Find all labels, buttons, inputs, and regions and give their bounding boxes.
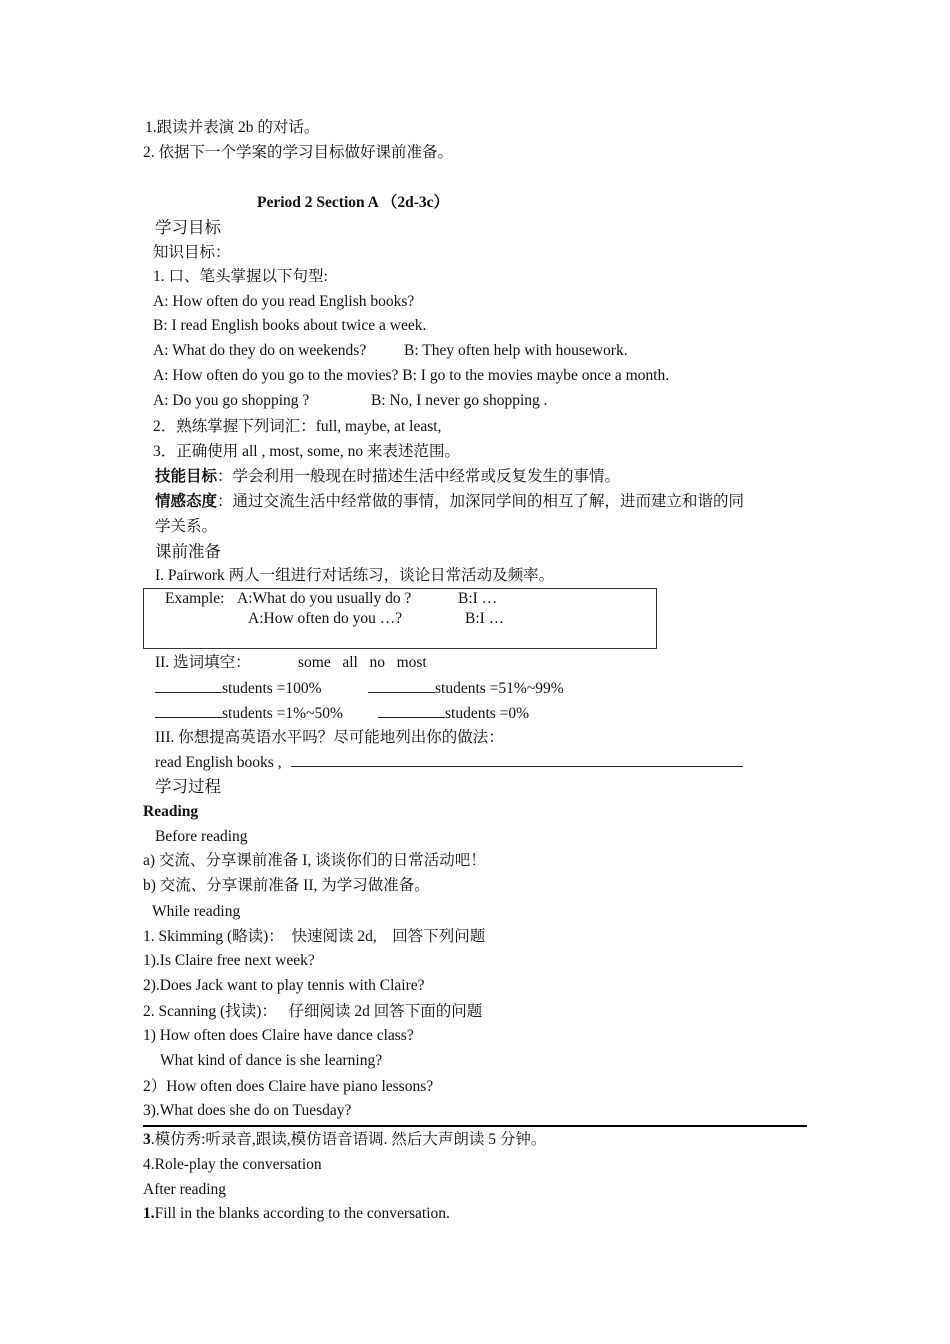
improve-blank[interactable] [291,752,743,767]
improve-question: III. 你想提高英语水平吗？尽可能地列出你的做法： [155,729,504,746]
emotion-objective-cont: 学关系。 [155,518,218,535]
fill-row-2 [368,678,564,699]
reading-heading: Reading [143,803,199,820]
fill-blank[interactable] [368,678,435,693]
example-b2: B:I … [465,610,505,627]
emotion-text: ：通过交流生活中经常做的事情，加深同学间的相互了解，进而建立和谐的同 [217,493,745,510]
fill-row-1 [155,678,322,699]
before-reading: Before reading [155,828,248,845]
fill-row-4 [378,703,529,724]
example-a1: A:What do you usually do ? [237,590,412,607]
example-label: Example: [165,590,225,607]
while-reading: While reading [152,903,241,920]
scan-question-1b: What kind of dance is she learning? [160,1052,383,1069]
skim-question-1: 1).Is Claire free next week? [143,952,315,969]
fill-label-2: students =51%~99% [435,680,564,697]
improve-answer: read English books , [155,754,282,771]
before-reading-b: b) 交流、分享课前准备 II, 为学习做准备。 [143,877,430,894]
fill-blanks-task [143,1204,450,1224]
fill-label-3: students =1%~50% [222,705,343,722]
prev-homework-2: 2. 依据下一个学案的学习目标做好课前准备。 [143,144,454,161]
emotion-label: 情感态度 [155,493,218,510]
example-a2: A:How often do you …? [248,610,403,627]
scan-question-1: 1) How often does Claire have dance class? [143,1027,414,1044]
knowledge-heading: 知识目标： [153,244,231,261]
fill-row-3 [155,703,343,724]
scanning-task: 2. Scanning (找读)： 仔细阅读 2d 回答下面的问题 [143,1003,483,1020]
sentence-movies: A: How often do you go to the movies? B: I go to the movies maybe once a month. [153,367,670,384]
fill-blanks-text: Fill in the blanks according to the conversation. [154,1205,450,1222]
objectives-heading: 学习目标 [155,218,221,237]
emotion-objective [155,492,744,512]
word-choice-heading: II. 选词填空： [155,654,251,671]
scan-question-2: 2）How often does Claire have piano lessons? [143,1078,434,1095]
improve-answer-row [155,752,743,773]
imitate-number: 3 [143,1131,151,1148]
fill-label-4: students =0% [445,705,530,722]
sentence-shopping-answer: B: No, I never go shopping . [371,392,548,409]
sentence-shopping-question: A: Do you go shopping ? [153,392,310,409]
sentence-read-question: A: How often do you read English books? [153,293,415,310]
preparation-heading: 课前准备 [155,542,221,561]
sentence-weekends-answer: B: They often help with housework. [404,342,628,359]
after-reading: After reading [143,1181,227,1198]
fill-blanks-number: 1. [143,1205,155,1222]
section-divider [143,1125,807,1127]
sentence-weekends-question: A: What do they do on weekends? [153,342,367,359]
skill-objective [155,467,620,487]
imitate-task [143,1130,546,1150]
example-b1: B:I … [458,590,498,607]
before-reading-a: a) 交流、分享课前准备 I, 谈谈你们的日常活动吧！ [143,852,486,869]
process-heading: 学习过程 [155,777,221,796]
fill-blank[interactable] [155,703,222,718]
knowledge-item-2: 2．熟练掌握下列词汇：full, maybe, at least, [153,418,442,435]
prev-homework-1: 1.跟读并表演 2b 的对话。 [145,119,320,136]
fill-blank[interactable] [378,703,445,718]
scan-question-3: 3).What does she do on Tuesday? [143,1102,352,1119]
fill-blank[interactable] [155,678,222,693]
sentence-read-answer: B: I read English books about twice a week. [153,317,427,334]
skill-text: ：学会利用一般现在时描述生活中经常或反复发生的事情。 [217,468,621,485]
roleplay-task: 4.Role-play the conversation [143,1156,322,1173]
skill-label: 技能目标 [155,468,218,485]
skim-question-2: 2).Does Jack want to play tennis with Claire? [143,977,425,994]
fill-label-1: students =100% [222,680,322,697]
word-choices: some all no most [298,654,427,671]
period-title: Period 2 Section A （2d-3c） [257,194,450,211]
imitate-text: .模仿秀:听录音,跟读,模仿语音语调. 然后大声朗读 5 分钟。 [150,1131,547,1148]
knowledge-item-3: 3．正确使用 all , most, some, no 来表述范围。 [153,443,460,460]
pairwork-instruction: I. Pairwork 两人一组进行对话练习，谈论日常活动及频率。 [155,567,555,584]
knowledge-item-1: 1. 口、笔头掌握以下句型: [153,268,328,285]
skimming-task: 1. Skimming (略读)： 快速阅读 2d, 回答下列问题 [143,928,486,945]
